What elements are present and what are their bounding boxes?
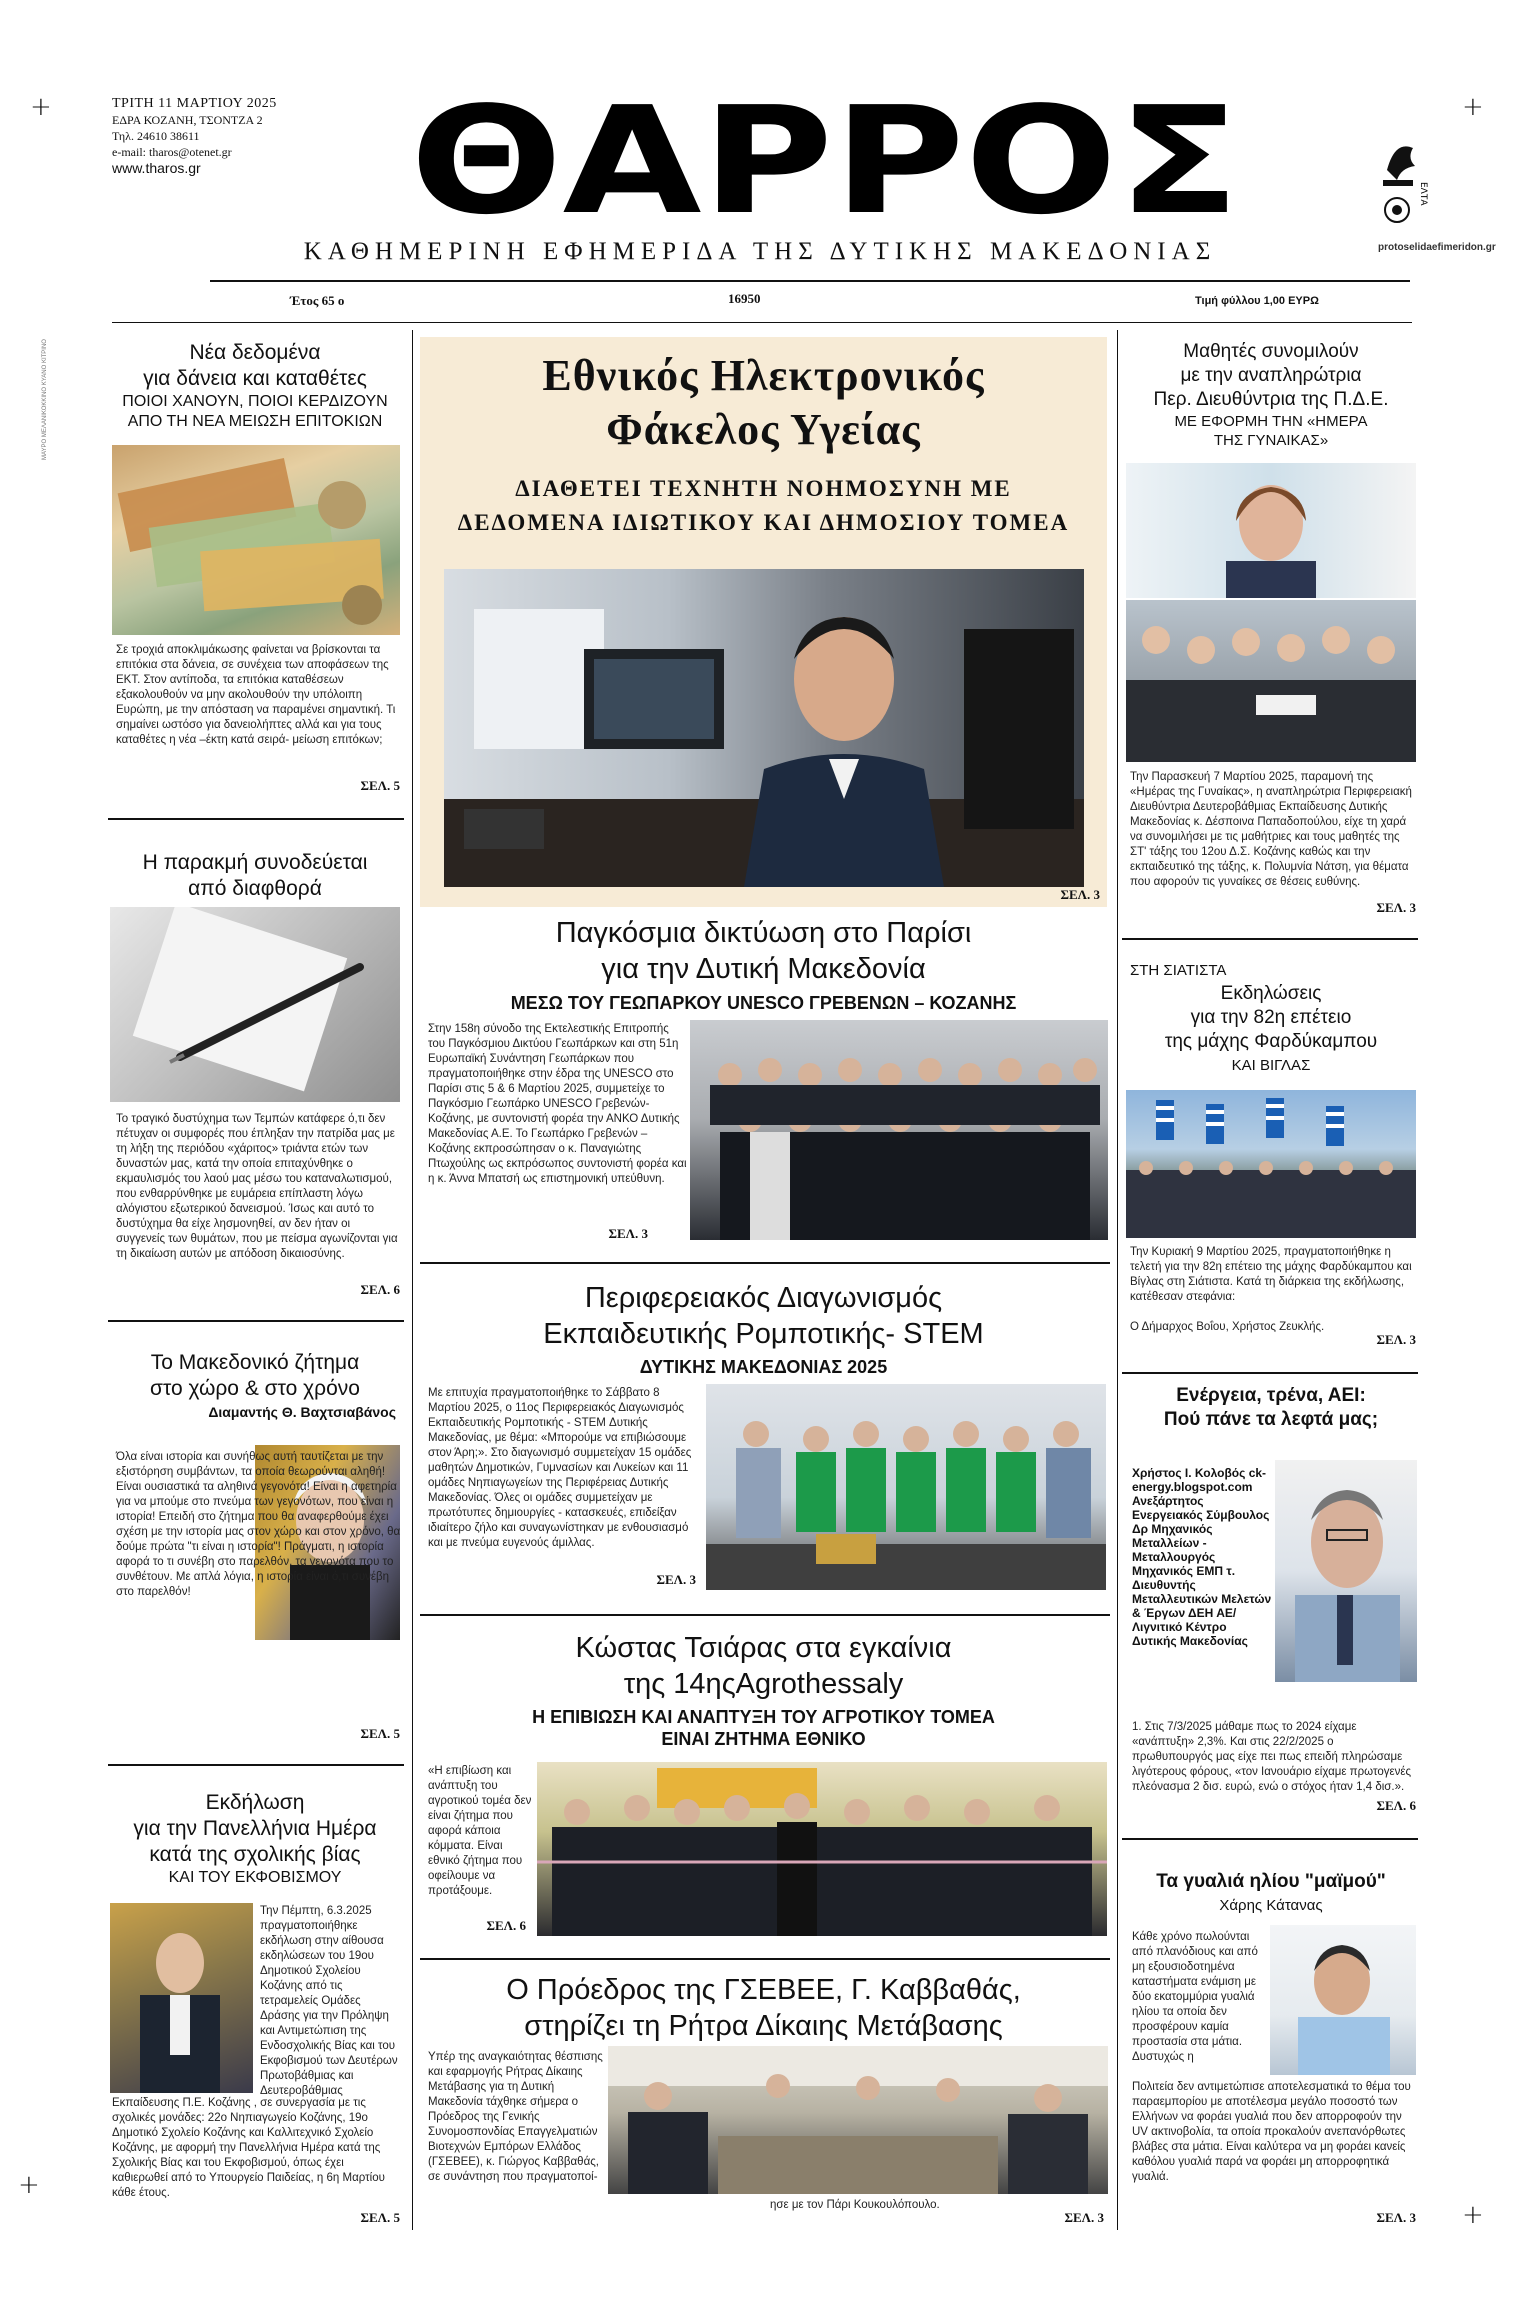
speaker-podium-photo xyxy=(110,1903,253,2093)
section-divider xyxy=(420,1958,1110,1960)
page-ref[interactable]: ΣΕΛ. 6 xyxy=(360,1282,400,1297)
flag-parade-photo xyxy=(1126,1090,1416,1238)
newspaper-logo xyxy=(400,92,1250,232)
article-body: Εκπαίδευσης Π.Ε. Κοζάνης , σε συνεργασία με τις σχολικές μονάδες: 22ο Νηπιαγωγείο Κοζάνης, 19ο Δημοτικό Σχολείο Κοζάνης και Καλλιτεχνικό Σχολείο Κοζάνης, με αφορμή την Πανελλήνια Ημέρα κατά της Σχολικής Βίας και του Εκφοβισμού, όπως έχει καθιερωθεί από το Υπουργείο Παιδείας, η 6η Μαρτίου κάθε έτους. xyxy=(112,2097,385,2199)
article-title[interactable]: Ενέργεια, τρένα, ΑΕΙ: Πού πάνε τα λεφτά μας; xyxy=(1163,1385,1379,1430)
article-body: Ο Δήμαρχος Βοΐου, Χρήστος Ζευκλής. xyxy=(1130,1321,1325,1333)
section-divider xyxy=(420,1262,1110,1264)
page-ref[interactable]: ΣΕΛ. 3 xyxy=(608,1226,648,1241)
address: ΕΔΡΑ ΚΟΖΑΝΗ, ΤΣΟΝΤΖΑ 2 xyxy=(112,113,263,127)
color-bar-credit: ΜΑΥΡΟ ΜΕΛΑΝΙΚΟΚΚΙΝΟ ΚΥΑΝΟ ΚΙΤΡΙΝΟ xyxy=(42,339,48,460)
issue-bar xyxy=(290,287,1340,317)
article-title[interactable]: Το Μακεδονικό ζήτημα στο χώρο & στο χρόνο xyxy=(150,1351,360,1400)
article-title[interactable]: Εκδήλωση για την Πανελλήνια Ημέρα κατά της σχολικής βίας xyxy=(133,1791,377,1866)
lead-title: Εθνικός Ηλεκτρονικός Φάκελος Υγείας xyxy=(542,351,985,454)
article-subtitle: ΜΕΣΩ ΤΟΥ ΓΕΩΠΑΡΚΟΥ UNESCO ΓΡΕΒΕΝΩΝ – ΚΟΖΑΝΗΣ xyxy=(510,993,1017,1013)
page-ref[interactable]: ΣΕΛ. 5 xyxy=(360,778,400,793)
lead-subtitle: ΔΙΑΘΕΤΕΙ ΤΕΧΝΗΤΗ ΝΟΗΜΟΣΥΝΗ ΜΕ ΔΕΔΟΜΕΝΑ ΙΔΙΩΤΙΚΟΥ ΚΑΙ ΔΗΜΟΣΙΟΥ ΤΟΜΕΑ xyxy=(457,476,1070,535)
crop-mark: + xyxy=(18,2170,40,2200)
article-title[interactable]: Εκδηλώσεις για την 82η επέτειο της μάχης Φαρδύκαμπου xyxy=(1164,983,1378,1052)
robotics-team-photo xyxy=(706,1384,1106,1590)
article-body: Την Παρασκευή 7 Μαρτίου 2025, παραμονή της «Ημέρας της Γυναίκας», η αναπληρώτρια Περιφερειακή Διευθύντρια Δευτεροβάθμιας Εκπαίδευσης Δυτικής Μακεδονίας κ. Δέσποινα Παπαδοπούλου, είχε τη χαρά να συνομιλήσει με τις μαθήτριες και τους μαθητές της ΣΤ' τάξης του 12ου Δ.Σ. Κοζάνης καθώς και την εκπαιδευτικό της τάξης, κ. Πολυμνία Νάτση, για θέματα που αφορούν τις γυναίκες σε θέσεις ευθύνης. xyxy=(1130,771,1412,888)
article-body: Όλα είναι ιστορία και συνήθως αυτή ταυτίζεται με την εξιστόρηση συμβάντων, τα οποία θεωρούνται αληθή! Είναι ουσιαστικά τα αληθινά γεγονότα! Είναι η αφετηρία για να μπούμε στο πνεύμα των γεγονότων, που είναι η ιστορία! Επειδή στο ζήτημα που θα αναφερθούμε έχει σχέση με την ιστορία μας στον χώρο και στον χρόνο, θα δούμε πρώτα "τι είναι η ιστορία"! Πράγματι, η ιστορία αφορά το τι συνέβη στο παρελθόν, τα γεγονότα που το συνθέτουν. Με απλά λόγια, η ιστορία είναι ό,τι συνέβη στο παρελθόν! xyxy=(116,1451,401,1598)
article-title[interactable]: Περιφερειακός Διαγωνισμός Εκπαιδευτικής Ρομποτικής- STEM xyxy=(543,1282,984,1350)
page-ref[interactable]: ΣΕΛ. 3 xyxy=(1060,887,1100,902)
article-subtitle: ΚΑΙ ΒΙΓΛΑΣ xyxy=(1231,1057,1311,1074)
phone: Τηλ. 24610 38611 xyxy=(112,129,200,143)
article-title[interactable]: Μαθητές συνομιλούν με την αναπληρώτρια Περ. Διευθύντρια της Π.Δ.Ε. xyxy=(1153,341,1389,410)
article-body: Πολιτεία δεν αντιμετώπισε αποτελεσματικά το θέμα του παραεμπορίου με αποτέλεσμα μεγάλο ποσοστό των Ελλήνων να φοράει γυαλιά που δεν απορροφούν την UV ακτινοβολία, τα οποία προκαλούν ανεπανόρθωτες βλάβες στα μάτια. Είναι καλύτερα να μη φοράει κανείς καθόλου γυαλιά παρά να φοράει μη απορροφητικά γυαλιά. xyxy=(1132,2081,1411,2183)
article-body: Υπέρ της αναγκαιότητας θέσπισης και εφαρμογής Ρήτρας Δίκαιης Μετάβασης για τη Δυτική Μακεδονία τάχθηκε σήμερα ο Πρόεδρος της Γενικής Συνομοσπονδίας Επαγγελματιών Βιοτεχνών Εμπόρων Ελλάδος (ΓΣΕΒΕΕ), κ. Γιώργος Καββαθάς, σε συνάντηση που πραγματοποί- xyxy=(428,2051,603,2183)
article-title[interactable]: Ο Πρόεδρος της ΓΣΕΒΕΕ, Γ. Καββαθάς, στηρίζει τη Ρήτρα Δίκαιης Μετάβασης xyxy=(506,1974,1021,2042)
article-title[interactable]: Νέα δεδομένα για δάνεια και καταθέτες xyxy=(143,341,367,390)
page-ref[interactable]: ΣΕΛ. 6 xyxy=(1376,1798,1416,1813)
page-ref[interactable]: ΣΕΛ. 6 xyxy=(486,1918,526,1933)
section-divider xyxy=(420,1614,1110,1616)
article-body: Σε τροχιά αποκλιμάκωσης φαίνεται να βρίσκονται τα επιτόκια στα δάνεια, σε συνέχεια των αποφάσεων της ΕΚΤ. Στον αντίποδα, τα επιτόκια καταθέσεων εξακολουθούν να μην ακολουθούν την υπόλοιπη Ευρώπη, με την απόσταση να παραμένει σημαντική. Τι σημαίνει ωστόσο για δανειολήπτες αλλά και για τους καταθέτες η νέα –έκτη κατά σειρά- μείωση επιτόκων; xyxy=(116,644,396,746)
article-body: 1. Στις 7/3/2025 μάθαμε πως το 2024 είχαμε «ανάπτυξη» 2,3%. Και στις 22/2/2025 ο πρωθυπουργός μας είχε πει πως επειδή πληρώσαμε λιγότερους φόρους, «τον Ιανουάριο είχαμε πρωτογενές πλεόνασμα 2 δισ. ευρώ, ενώ ο στόχος ήταν 1,4 δισ.». xyxy=(1132,1721,1412,1793)
article-subtitle: ΜΕ ΕΦΟΡΜΗ ΤΗΝ «ΗΜΕΡΑ ΤΗΣ ΓΥΝΑΙΚΑΣ» xyxy=(1174,413,1368,449)
year-label: Έτος 65 ο xyxy=(290,293,345,308)
section-divider xyxy=(1122,1838,1418,1840)
source-credit: protoselidaefimeridon.gr xyxy=(1378,242,1496,253)
article-kicker: ΣΤΗ ΣΙΑΤΙΣΤΑ xyxy=(1130,962,1227,979)
issue-date: ΤΡΙΤΗ 11 ΜΑΡΤΙΟΥ 2025 xyxy=(112,96,277,111)
article-body: Την Κυριακή 9 Μαρτίου 2025, πραγματοποιήθηκε η τελετή για την 82η επέτειο της μάχης Φαρδύκαμπου και Βίγλας στη Σιάτιστα. Κατά τη διάρκεια της εκδήλωσης, κατέθεσαν στεφάνια: xyxy=(1130,1246,1412,1303)
masthead-rule xyxy=(210,280,1410,282)
article-title[interactable]: Παγκόσμια δικτύωση στο Παρίσι για την Δυτική Μακεδονία xyxy=(555,917,972,985)
section-divider xyxy=(1122,1372,1418,1374)
page-ref[interactable]: ΣΕΛ. 5 xyxy=(360,2210,400,2225)
minister-office-photo xyxy=(444,569,1084,887)
elta-postage-icon xyxy=(1375,130,1435,230)
column-rule xyxy=(412,330,413,2230)
article-title[interactable]: Κώστας Τσιάρας στα εγκαίνια της 14ηςAgrothessaly xyxy=(575,1632,952,1700)
crop-mark: + xyxy=(30,92,52,122)
price-label: Τιμή φύλλου 1,00 ΕΥΡΩ xyxy=(1195,295,1319,307)
page-ref[interactable]: ΣΕΛ. 3 xyxy=(1064,2210,1104,2225)
article-body: Με επιτυχία πραγματοποιήθηκε το Σάββατο 8 Μαρτίου 2025, ο 11ος Περιφερειακός Διαγωνισμός Εκπαιδευτικής Ρομποτικής - STEM Δυτικής Μακεδονίας, με θέμα: «Μπορούμε να επιβιώσουμε στον Άρη;». Στο διαγωνισμό συμμετείχαν 15 ομάδες μαθητών Δημοτικών, Γυμνασίων και Λυκείων και 11 ομάδες Νηπιαγωγείων της Περιφέρειας Δυτικής Μακεδονίας. Όλες οι ομάδες συμμετείχαν με πρωτότυπες δημιουργίες - κατασκευές, επιδείξαν ιδιαίτερο ζήλο και συναγωνίστηκαν με ενθουσιασμό και με πνεύμα ευγενούς άμιλλας. xyxy=(428,1387,692,1549)
crop-mark: + xyxy=(1462,92,1484,122)
section-divider xyxy=(108,1764,404,1766)
tagline: ΚΑΘΗΜΕΡΙΝΗ ΕΦΗΜΕΡΙΔΑ ΤΗΣ ΔΥΤΙΚΗΣ ΜΑΚΕΔΟΝΙΑΣ xyxy=(303,238,1217,265)
article-body: Την Πέμπτη, 6.3.2025 πραγματοποιήθηκε εκδήλωση στην αίθουσα εκδηλώσεων του 19ου Δημοτικού Σχολείου Κοζάνης από τις τετραμελείς Ομάδες Δράσης για την Πρόληψη και Αντιμετώπιση της Ενδοσχολικής Βίας και του Εκφοβισμού των Δευτέρων Πρωτοβάθμιας και Δευτεροβάθμιας xyxy=(260,1905,398,2097)
online-director-photo xyxy=(1126,463,1416,598)
article-body: Κάθε χρόνο πωλούνται από πλανόδιους και από μη εξουσιοδοτημένα καταστήματα ενάμιση με δύο εκατομμύρια γυαλιά ηλίου τα οποία δεν προσφέρουν καμία προστασία στα μάτια. Δυστυχώς η xyxy=(1132,1931,1258,2063)
page-ref[interactable]: ΣΕΛ. 3 xyxy=(1376,2210,1416,2225)
article-body: «Η επιβίωση και ανάπτυξη του αγροτικού τομέα δεν είναι ζήτημα που αφορά κάποια κόμματα. Είναι εθνικό ζήτημα που οφείλουμε να προτάξουμε. xyxy=(428,1765,532,1897)
lead-story[interactable] xyxy=(420,337,1107,907)
logo-text: ΘΑΡΡΟΣ xyxy=(410,92,1240,232)
section-divider xyxy=(108,818,404,820)
photo-caption: ησε με τον Πάρι Κουκουλόπουλο. xyxy=(770,2199,940,2211)
article-subtitle: ΔΥΤΙΚΗΣ ΜΑΚΕΔΟΝΙΑΣ 2025 xyxy=(639,1357,888,1377)
column-rule xyxy=(1117,330,1118,2230)
article-subtitle: ΚΑΙ ΤΟΥ ΕΚΦΟΒΙΣΜΟΥ xyxy=(168,1869,342,1886)
article-title[interactable]: Η παρακμή συνοδεύεται από διαφθορά xyxy=(142,851,368,900)
article-subtitle: ΠΟΙΟΙ ΧΑΝΟΥΝ, ΠΟΙΟΙ ΚΕΡΔΙΖΟΥΝ ΑΠΟ ΤΗ ΝΕΑ ΜΕΙΩΣΗ ΕΠΙΤΟΚΙΩΝ xyxy=(122,393,388,430)
website-link[interactable]: www.tharos.gr xyxy=(112,160,201,176)
notebook-pen-photo xyxy=(110,907,400,1102)
page-ref[interactable]: ΣΕΛ. 5 xyxy=(360,1726,400,1741)
masthead-rule-bottom xyxy=(112,322,1412,323)
crop-mark: + xyxy=(1462,2200,1484,2230)
article-author: Χάρης Κάτανας xyxy=(1219,1897,1323,1914)
article-author: Διαμαντής Θ. Βαχτσιαβάνος xyxy=(208,1404,396,1420)
article-title[interactable]: Τα γυαλιά ηλίου "μαϊμού" xyxy=(1156,1871,1386,1892)
article-body: Στην 158η σύνοδο της Εκτελεστικής Επιτροπής του Παγκόσμιου Δικτύου Γεωπάρκων και στη 51η Ευρωπαϊκή Συνάντηση Γεωπάρκων που πραγματοποιήθηκε στην έδρα της UNESCO στο Παρίσι στις 5 & 6 Μαρτίου 2025, συμμετείχε το Παγκόσμιο Γεωπάρκο UNESCO Γρεβενών-Κοζάνης, με συντονιστή φορέα την ΑΝΚΟ Δυτικής Μακεδονίας Α.Ε. Το Γεωπάρκο Γρεβενών – Κοζάνης εκπροσώπησαν ο κ. Παναγιώτης Πτωχούλης ως εκπρόσωπος συντονιστή φορέα και η κ. Άννα Μπατσή ως επιστημονική υπεύθυνη. xyxy=(428,1023,687,1185)
article-author: Χρήστος Ι. Κολοβός ck-energy.blogspot.com Ανεξάρτητος Ενεργειακός Σύμβουλος Δρ Μηχανικός Μεταλλείων - Μεταλλουργός Μηχανικός ΕΜΠ τ. Διευθυντής Μεταλλευτικών Μελετών & Έργων ΔΕΗ ΑΕ/Λιγνιτικό Κέντρο Δυτικής Μακεδονίας xyxy=(1132,1466,1272,1648)
page-ref[interactable]: ΣΕΛ. 3 xyxy=(656,1572,696,1587)
author-portrait-photo xyxy=(1270,1925,1416,2075)
section-divider xyxy=(1122,938,1418,940)
email: e-mail: tharos@otenet.gr xyxy=(112,145,232,159)
euro-banknotes-photo xyxy=(112,445,400,635)
article-body: Το τραγικό δυστύχημα των Τεμπών κατάφερε ό,τι δεν πέτυχαν οι συμφορές που έπληξαν την πατρίδα μας με τη λήξη της περιόδου «χάριτος» τριάντα ετών των δυναστών μας, κατά την οποία επιταχύνθηκε ο εκμαυλισμός του λαού μας μέσω του καταναλωτισμού, που ενθαρρύνθηκε με ευμάρεια επίπλαστη λόγω αλόγιστου εξωτερικού δανεισμού. Ίσως και αυτό το δυστύχημα θα είχε λησμονηθεί, αν δεν ήταν οι συγγενείς των θυμάτων, που με πείσμα αγωνίζονται για τη δικαίωση αυτών με απόδοση δικαιοσύνης. xyxy=(116,1113,398,1260)
author-portrait-photo xyxy=(1275,1460,1417,1682)
issue-number: 16950 xyxy=(728,291,761,306)
gsevee-meeting-photo xyxy=(608,2046,1108,2194)
agrothessaly-ribbon-photo xyxy=(537,1762,1107,1936)
page-ref[interactable]: ΣΕΛ. 3 xyxy=(1376,1332,1416,1347)
students-class-photo xyxy=(1126,600,1416,762)
masthead-info xyxy=(112,96,362,176)
unesco-group-photo xyxy=(690,1020,1108,1240)
article-subtitle: Η ΕΠΙΒΙΩΣΗ ΚΑΙ ΑΝΑΠΤΥΞΗ ΤΟΥ ΑΓΡΟΤΙΚΟΥ ΤΟΜΕΑ ΕΙΝΑΙ ΖΗΤΗΜΑ ΕΘΝΙΚΟ xyxy=(532,1707,995,1749)
section-divider xyxy=(108,1320,404,1322)
page-ref[interactable]: ΣΕΛ. 3 xyxy=(1376,900,1416,915)
svg-text:ΕΛΤΑ: ΕΛΤΑ xyxy=(1418,182,1428,206)
